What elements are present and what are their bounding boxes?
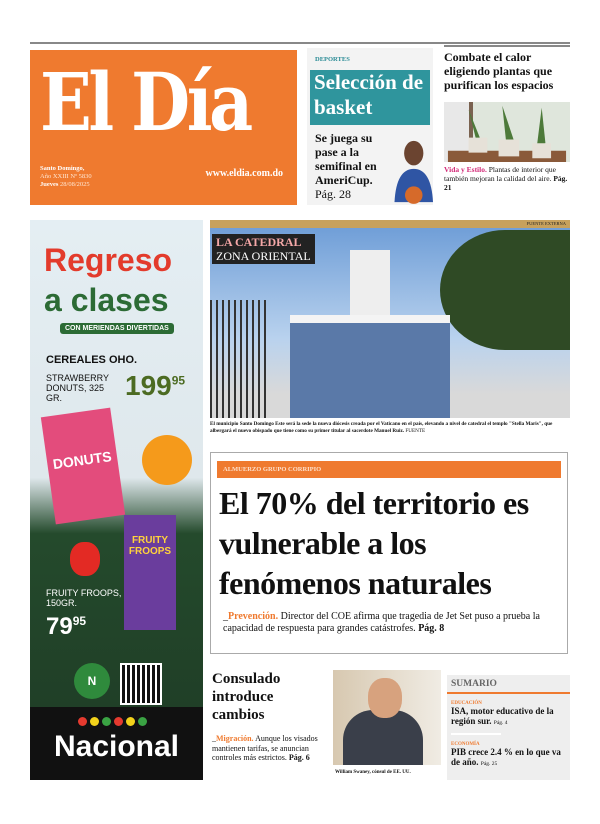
summary-item-page: Pág. 25 [480,761,498,767]
consul-photo-caption: William Swaney, cónsul de EE. UU. [335,770,411,775]
sports-text [315,131,391,201]
lead-kicker: ALMUERZO GRUPO CORRIPIO [217,461,561,478]
sports-teaser[interactable] [307,48,433,205]
summary-divider [451,733,501,735]
top-rule [30,42,570,44]
price-1-main: 199 [125,370,172,401]
church-image [290,315,450,418]
ad-headline-1: Regreso [44,242,173,278]
froops-box-image: FRUITY FROOPS [124,515,176,630]
ad-tagline: CON MERIENDAS DIVERTIDAS [60,323,174,334]
lead-story[interactable] [210,452,568,654]
sports-summary: Se juega su pase a la semifinal en AmeriCup. [315,131,377,187]
sports-kicker: DEPORTES [315,56,350,63]
lead-headline[interactable]: El 70% del territorio es vulnerable a los fenómenos naturales [219,485,529,601]
lifestyle-text [444,165,570,192]
store-logo-dots [78,717,147,726]
basketball-player-image [391,131,433,205]
orange-mascot-image [142,435,192,485]
label-line-2: ZONA ORIENTAL [216,249,311,263]
church-tower-image [350,250,390,320]
consulate-story[interactable] [212,670,327,763]
summary-item-text: ISA, motor educativo de la región sur. [451,706,554,726]
app-badge-icon[interactable]: N [74,663,110,699]
dot [102,717,111,726]
consulate-section: Migración. [216,734,254,743]
summary-item[interactable] [451,706,566,728]
website-url[interactable]: www.eldia.com.do [205,168,283,179]
lifestyle-page: Pág. 21 [444,174,568,192]
masthead-logo: El Día [40,55,250,149]
masthead-meta [40,165,92,189]
date: 28/08/2025 [60,181,90,188]
advertisement[interactable] [30,220,203,780]
price-2-cents: 95 [72,614,87,628]
dot [138,717,147,726]
lifestyle-teaser[interactable] [444,45,570,217]
caption-text: El municipio Santo Domingo Este será la sede la nueva diócesis creada por el Vaticano en el país, elevando a nivel de catedral el templo "Stella Maris", que albergará el nuevo obispado que tiene como su primer titular al sacerdote Manuel Ruiz. [210,421,553,434]
lead-summary: Director del COE afirma que tragedia de Jet Set puso a prueba la capacidad de respuesta para grandes catástrofes. [223,611,540,634]
lead-section: Prevención. [228,611,279,622]
sports-title: Selección de basket [310,70,430,125]
lead-page: Pág. 8 [418,623,445,634]
ad-price-1 [125,370,185,402]
ad-item-1: STRAWBERRY DONUTS, 325 GR. [46,373,109,403]
photo-top-bar [210,220,570,228]
consulate-page: Pág. 6 [288,753,310,762]
summary-item-text: PIB crece 2.4 % en lo que va de año. [451,747,561,767]
ad-price-2 [46,613,86,641]
photo-caption [210,421,570,435]
consul-photo [333,670,441,765]
lead-text: _Prevención. Director del COE afirma que tragedia de Jet Set puso a prueba la capacidad de respuesta para grandes catástrofes. Pág. 8 [223,611,540,634]
tree-image [440,230,570,350]
masthead[interactable] [30,50,297,205]
plants-image [444,102,570,162]
suit-shape [343,710,423,765]
caption-credit: FUENTE [405,428,426,434]
ad-headline-2: a clases [44,282,169,318]
red-mascot-image [70,542,100,576]
cathedral-photo[interactable] [210,220,570,418]
issue-number: Año XXIII Nº 5830 [40,173,92,180]
lifestyle-headline: Combate el calor eligiendo plantas que purifican los espacios [444,50,554,92]
consulate-text: _Migración. Aunque los visados mantienen tarifas, se anuncian controles más estrictos. Pág. 6 [212,734,318,762]
ad-brand-line: CEREALES OHO. [46,354,138,366]
dot [90,717,99,726]
photo-label [212,234,315,264]
price-1-cents: 95 [171,373,186,388]
summary-kicker: EDUCACIÓN [451,701,482,706]
consulate-summary: Aunque los visados mantienen tarifas, se anuncian controles más estrictos. [212,734,318,762]
consulate-headline[interactable]: Consulado introduce cambios [212,671,281,723]
qr-code-icon[interactable] [120,663,162,705]
summary-item-page: Pág. 4 [493,720,508,726]
summary-kicker: ECONOMÍA [451,742,480,747]
store-logo: Nacional [53,730,180,763]
donuts-box-image: DONUTS [41,408,125,525]
sports-page: Pág. 28 [315,187,351,201]
dot [126,717,135,726]
dot [114,717,123,726]
summary-title: SUMARIO [447,675,570,694]
dot [78,717,87,726]
ad-item-2: FRUITY FROOPS, 150GR. [46,588,122,608]
gate-image [210,300,270,418]
day: Jueves [40,181,59,188]
city: Santo Domingo, [40,165,85,172]
face-shape [368,678,402,718]
summary-box [447,675,570,780]
label-line-1: LA CATEDRAL [216,235,302,249]
summary-item[interactable] [451,747,566,769]
photo-credit: FUENTE EXTERNA [526,221,566,226]
lifestyle-section: Vida y Estilo. [444,165,487,174]
price-2-main: 79 [46,613,73,640]
lifestyle-summary: Plantas de interior que también mejoran la calidad del aire. [444,165,557,183]
